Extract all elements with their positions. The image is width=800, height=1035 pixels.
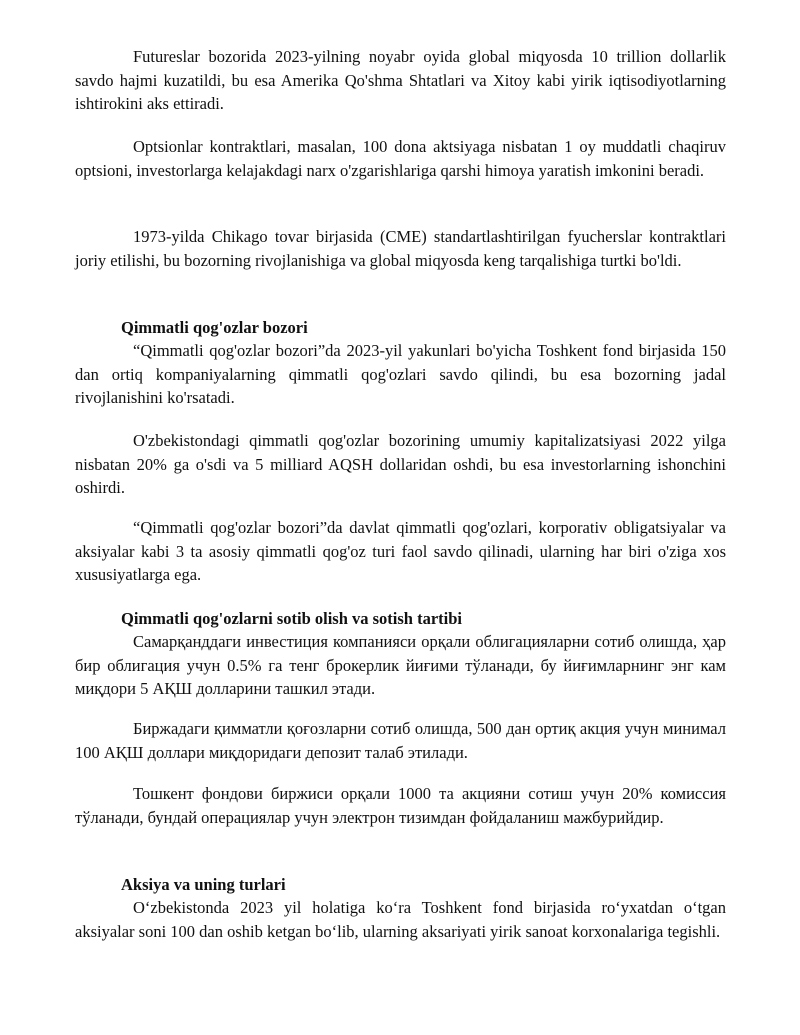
paragraph-tashkent-exchange: “Qimmatli qog'ozlar bozori”da 2023-yil yakunlari bo'yicha Toshkent fond birjasida 150 dan ortiq kompaniyalarning qimmatli qog'ozlari savdo qilindi, bu esa bozorning jadal rivojlanishini ko'rsatadi. (75, 341, 726, 407)
heading-shares-types: Aksiya va uning turlari (121, 875, 286, 894)
paragraph-broker-fee: Самарқанддаги инвестиция компанияси орқали облигацияларни сотиб олишда, ҳар бир облигация учун 0.5% га тенг брокерлик йиғими тўланади, бу йиғимларнинг энг кам миқдори 5 АҚШ долларини ташкил этади. (75, 632, 726, 698)
paragraph-listed-shares: O‘zbekistonda 2023 yil holatiga ko‘ra Toshkent fond birjasida ro‘yxatdan o‘tgan aksiyalar soni 100 dan oshib ketgan bo‘lib, ularning aksariyati yirik sanoat korxonalariga tegishli. (75, 898, 726, 941)
heading-securities-market: Qimmatli qog'ozlar bozori (121, 318, 308, 337)
paragraph-market-capitalization: O'zbekistondagi qimmatli qog'ozlar bozorining umumiy kapitalizatsiyasi 2022 yilga nisbatan 20% ga o'sdi va 5 milliard AQSH dollaridan oshdi, bu esa investorlarning ishonchini oshirdi. (75, 431, 726, 497)
paragraph-security-types: “Qimmatli qog'ozlar bozori”da davlat qimmatli qog'ozlari, korporativ obligatsiyalar va aksiyalar kabi 3 ta asosiy qimmatli qog'oz turi faol savdo qilinadi, ularning har biri o'ziga xos xususiyatlarga ega. (75, 518, 726, 584)
paragraph-commission: Тошкент фондови биржиси орқали 1000 та акцияни сотиш учун 20% комиссия тўланади, бундай операциялар учун электрон тизимдан фойдаланиш мажбурийдир. (75, 784, 726, 827)
paragraph-deposit-requirement: Биржадаги қимматли қоғозларни сотиб олишда, 500 дан ортиқ акция учун минимал 100 АҚШ доллари миқдоридаги депозит талаб этилади. (75, 719, 726, 762)
paragraph-cme-history: 1973-yilda Chikago tovar birjasida (CME) standartlashtirilgan fyucherslar kontraktlari joriy etilishi, bu bozorning rivojlanishiga va global miqyosda keng tarqalishiga turtki bo'ldi. (75, 227, 726, 270)
heading-buy-sell-procedure: Qimmatli qog'ozlarni sotib olish va sotish tartibi (121, 609, 463, 628)
paragraph-futures-volume: Futureslar bozorida 2023-yilning noyabr oyida global miqyosda 10 trillion dollarlik savdo hajmi kuzatildi, bu esa Amerika Qo'shma Shtatlari va Xitoy kabi yirik iqtisodiyotlarning ishtirokini aks ettiradi. (75, 47, 726, 113)
paragraph-options-contracts: Optsionlar kontraktlari, masalan, 100 dona aktsiyaga nisbatan 1 oy muddatli chaqiruv optsioni, investorlarga kelajakdagi narx o'zgarishlariga qarshi himoya yaratish imkonini beradi. (75, 137, 726, 180)
